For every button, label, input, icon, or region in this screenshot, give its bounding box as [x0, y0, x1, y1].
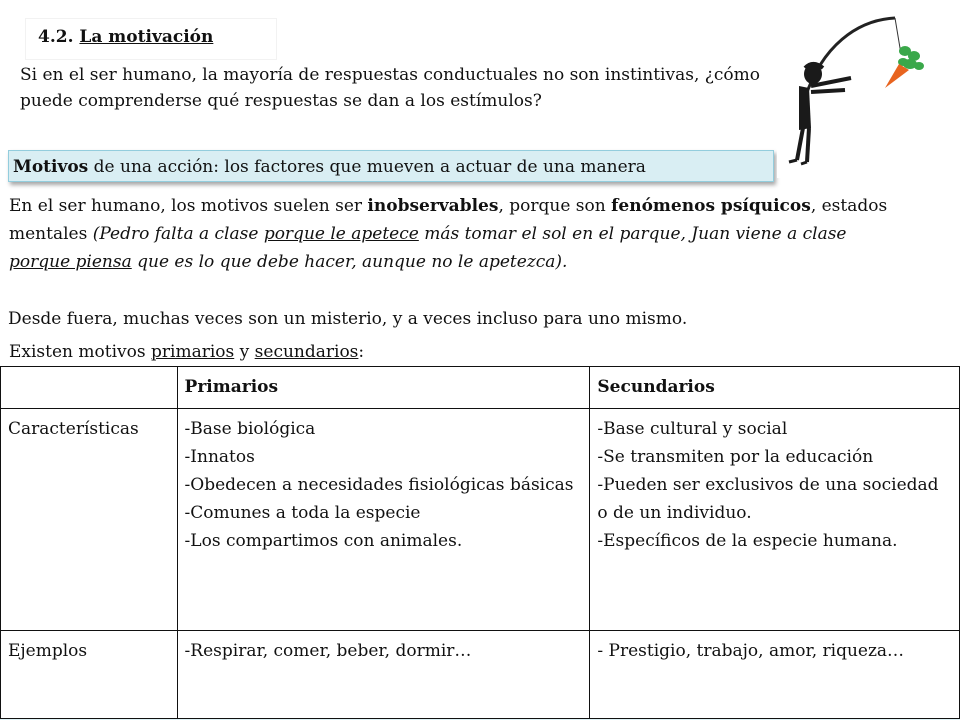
carrot-on-stick-figure-icon: [777, 6, 947, 178]
row-label: Ejemplos: [1, 631, 178, 719]
definition-box: [8, 150, 774, 182]
intro-question: Si en el ser humano, la mayoría de respuestas conductuales no son instintivas, ¿cómo puede comprenderse qué respuestas se dan a los estímulos?: [20, 62, 760, 114]
list-item: -Específicos de la especie humana.: [597, 531, 898, 551]
types-text-1: Existen motivos: [9, 342, 151, 362]
motive-types-line: [9, 339, 364, 365]
paragraph-italic-1: (Pedro falta a clase: [92, 224, 264, 244]
paragraph-italic-2: más tomar el sol en el parque, Juan viene a clase: [418, 224, 847, 244]
table-row: [1, 631, 960, 719]
list-item: -Obedecen a necesidades fisiológicas básicas: [184, 475, 574, 495]
list-item: -Base cultural y social: [597, 419, 788, 439]
paragraph-italic-3: que es lo que debe hacer, aunque no le apetezca).: [131, 252, 568, 272]
list-item: -Comunes a toda la especie: [184, 503, 421, 523]
list-item: -Innatos: [184, 447, 255, 467]
paragraph-bold-1: inobservables: [367, 196, 499, 216]
page-title: [38, 27, 213, 47]
types-text-3: :: [358, 342, 365, 362]
list-item: -Se transmiten por la educación: [597, 447, 874, 467]
table-row: [1, 409, 960, 631]
list-item: -Los compartimos con animales.: [184, 531, 463, 551]
cell-primarios: [177, 631, 590, 719]
paragraph-italic-underlined-2: porque piensa: [9, 252, 132, 272]
list-item: -Respirar, comer, beber, dormir…: [184, 641, 472, 661]
types-text-2: y: [234, 342, 255, 362]
section-number: 4.2.: [38, 27, 74, 47]
motives-paragraph: [9, 192, 899, 276]
list-item: -Pueden ser exclusivos de una sociedad o de un individuo.: [597, 475, 939, 523]
paragraph-text-2: , porque son: [498, 196, 612, 216]
outside-view-line: Desde fuera, muchas veces son un misterio, y a veces incluso para uno mismo.: [8, 309, 688, 329]
table-header-row: [1, 367, 960, 409]
types-primary: primarios: [151, 342, 235, 362]
cell-primarios: [177, 409, 590, 631]
motives-table: [0, 366, 960, 719]
paragraph-bold-2: fenómenos psíquicos: [611, 196, 811, 216]
cell-secundarios: [590, 631, 960, 719]
definition-text: de una acción: los factores que mueven a actuar de una manera: [88, 157, 646, 177]
definition-term: Motivos: [13, 157, 89, 177]
section-title: La motivación: [79, 27, 214, 47]
row-label: Características: [1, 409, 178, 631]
paragraph-text-3: , estados mentales: [9, 196, 888, 244]
list-item: -Base biológica: [184, 419, 316, 439]
table-header-secundarios: Secundarios: [590, 367, 960, 409]
table-header-primarios: Primarios: [177, 367, 590, 409]
cell-secundarios: [590, 409, 960, 631]
paragraph-italic-underlined-1: porque le apetece: [263, 224, 419, 244]
table-header-empty: [1, 367, 178, 409]
paragraph-text-1: En el ser humano, los motivos suelen ser: [9, 196, 368, 216]
list-item: - Prestigio, trabajo, amor, riqueza…: [597, 641, 905, 661]
types-secondary: secundarios: [254, 342, 359, 362]
